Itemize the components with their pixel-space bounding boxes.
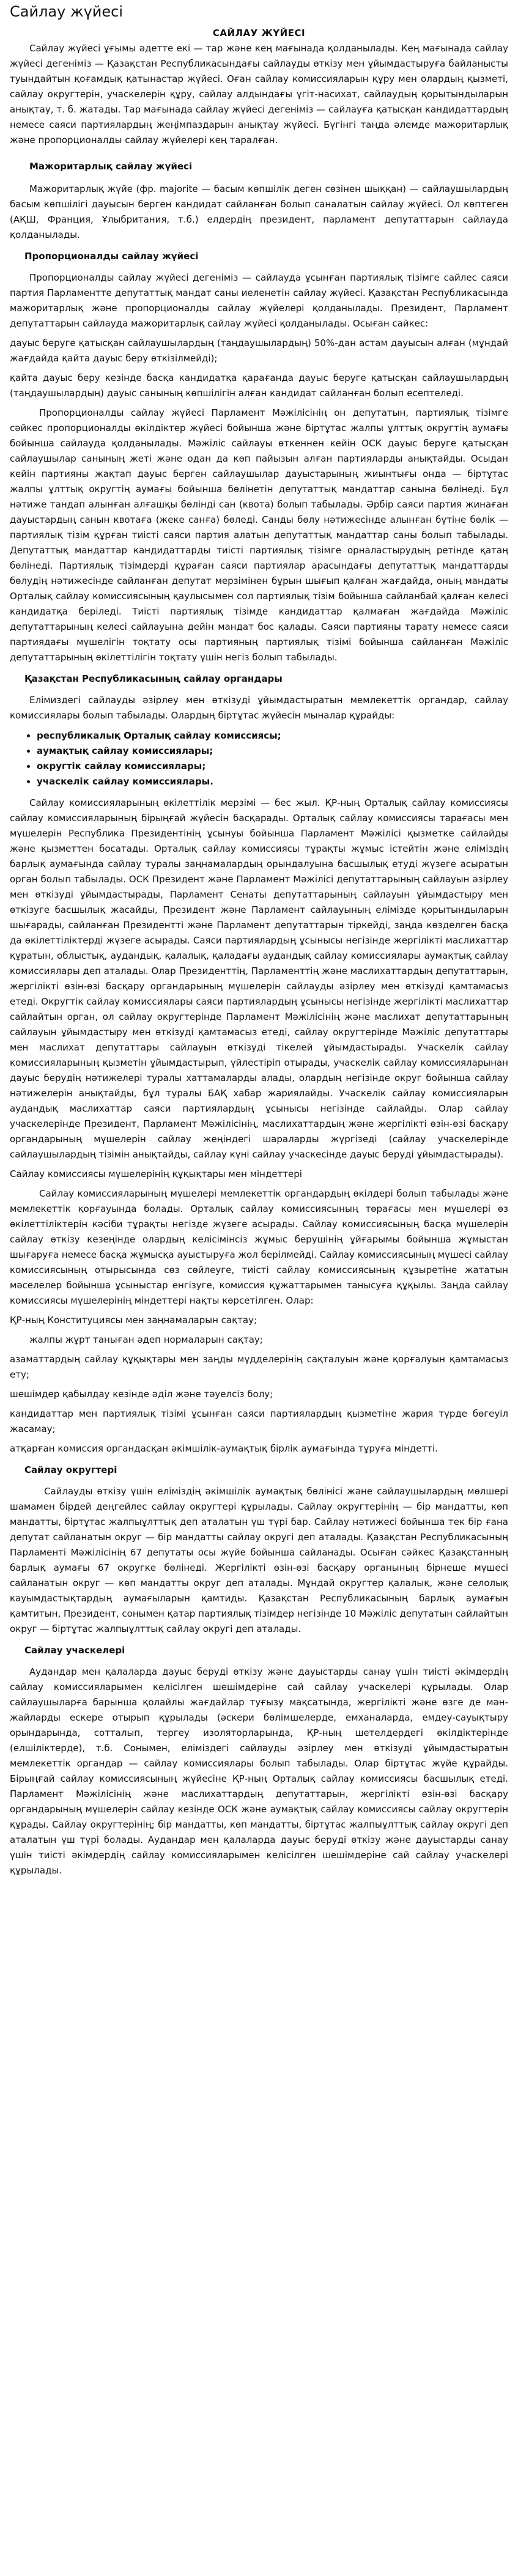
commission-members-paragraph: Сайлау комиссияларының мүшелері мемлекеттік органдардың өкілдері болып табылады және мемлекеттік қорғауында болады. Орталық сайлау комиссиясының төрағасы мен мүшелері өз өкілеттіліктерін кәсіби тұрақты негізде жүзеге асырады. Сайлау комиссиясының басқа мүшелерін сайлау өткізу кезеңінде олардың келісімінсіз жұмыс берушінің ұйғарымы бойынша жұмыстан шығаруға немесе басқа жұмысқа ауыстыруға жол берілмейді. Сайлау комиссиясының мүшесі сайлау комиссиясының отырысында сөз сөйлеуге, тиісті сайлау комиссиясының құзыретіне жататын мәселелер бойынша ұсыныстар енгізуге, комиссия құжаттарымен танысуға құқылы. Заңда сайлау комиссиясы мүшелерінің міндеттері нақты көрсетілген. Олар:: [10, 1188, 508, 1306]
intro-paragraph: Сайлау жүйесі ұғымы әдетте екі — тар және кең мағынада қолданылады. Кең мағынада сайлау жүйесі дегеніміз — Қазақстан Республикасындағы сайлауды өткізу мен ұйымдастыруға байланысты туындайтын қоғамдық қатынастар жүйесі. Оған сайлау комиссияларын құру мен олардың қызметі, сайлау округтерін, учаскелерін құру, сайлау алдындағы үгіт-насихат, сайлаудың қорытындыларын анықтау, т. б. жатады. Тар мағынада сайлау жүйесі дегеніміз — сайлауға қатысқан кандидаттардың немесе саяси партиялардың жеңімпаздарын анықтау жүйесі. Бүгінгі таңда әлемде мажоритарлық және пропорционалды сайлау жүйелері кең таралған.: [10, 43, 508, 146]
list-item: • аумақтық сайлау комиссиялары;: [37, 744, 508, 759]
commission-list: [10, 728, 508, 789]
proportional-line-2: қайта дауыс беру кезінде басқа кандидатқа қарағанда дауыс беруге қатысқан сайлаушылардың (таңдаушылардың) дауыс санының көпшілігін алған кандидат сайланған болып есептеледі.: [10, 372, 508, 399]
duty-line: атқарған комиссия органдасқан әкімшілік-аумақтық бірлік аумағында тұруға міндетті.: [10, 1443, 438, 1454]
organizers-heading: Қазақстан Республикасының сайлау органдары: [24, 673, 283, 684]
precincts-paragraph: Аудандар мен қалаларда дауыс беруді өткізу және дауыстарды санау үшін тиісті әкімдердің сайлау комиссияларымен келісілген шешімдеріне сай сайлау учаскелері құрылады. Олар сайлаушыларға барынша қолайлы жағдайлар туғызу мақсатында, жергілікті және өзге де мән-жайларды ескере отырып құрылады (әскери бөлімшелерде, емханаларда, емдеу-сауықтыру орындарында, сотталып, тергеу изоляторларында, ҚР-ның шетелдердегі өкілдіктерінде (елшіліктерде), т.б. Сонымен, елімiздегі сайлауды әзірлеу мен өткізуді ұйымдастыратын мемлекеттік органдар — сайлау комиссиялары болып табылады. Олар біртұтас жүйе құрайды. Бірыңғай сайлау комиссиясының жүйесіне ҚР-ның Орталық сайлау комиссиясы басшылық етеді. Парламент Мәжілісінің және маслихаттардың депутаттарын, жергілікті өзін-өзі басқару органдарының мүшелерін сайлау кезінде ОСК және аумақтық сайлау комиссиясы сайлау округтерін құрады. Сайлау округтерінің; бір мандатты, көп мандатты, біртұтас жалпыұлттық сайлау округі деп аталатын үш түрі болады. Аудандар мен қалаларда дауыс беруді өткізу және дауыстарды санау үшін тиісті әкімдердің сайлау комиссияларымен келісілген шешімдеріне сай сайлау учаскелері құрылады.: [10, 1666, 508, 1876]
main-heading: САЙЛАУ ЖҮЙЕСІ: [212, 28, 306, 39]
organizers-paragraph-2: Сайлау комиссияларының өкілеттілік мерзімі — бес жыл. ҚР-ның Орталық сайлау комиссиясы сайлау комиссияларының бірыңғай жүйесін басқарады. Орталық сайлау комиссиясы тарағасы мен мүшелерін Республика Президентінің ұсынуы бойынша Парламент Мәжілісі қызметке сайлайды және қызметтен босатады. Орталық сайлау комиссиясы тұрақты жұмыс істейтін және елімiздің барлық аумағында сайлау туралы заңнамалардың орындалуына басшылық етуді жүзеге асыратын орган болып табылады. ОСК Президент және Парламент Мәжілісі депутаттарының сайлауын әзірлеу мен өткізуді ұйымдастырады, Парламент Сенаты депутаттарының сайлауын ұйымдастыру мен өткізуге басшылық жасайды, Президент және Парламент сайлауының елімізде қорытындыларын шығарады, сайланған Президентті және Парламент депутаттарын тіркейді, заңда көзделген басқа да өкілеттіліктерді жүзеге асырады. Саяси партиялардың ұсынысы негізінде жергілікті маслихаттар құратын, облыстық, аудандық, қалалық, қаладағы аудандық сайлау комиссиялары аумақтық сайлау комиссиялары деп аталады. Олар Президенттің, Парламенттің және маслихаттардың депутаттарын, жергілікті өзін-өзі басқару органдарының мүшелерін сайлауды әзірлеу мен өткізуді қамтамасыз етеді. Округтік сайлау комиссиялары саяси партиялардың ұсынысы негізінде жергілікті маслихаттар сайлайтын орган, ол сайлау округтерінде Парламент Мәжілісінің және маслихат депутаттарының сайлауын ұйымдастыру мен өткізуді қамтамасыз етеді, сайлау округтерінде Мәжіліс депутаттары мен маслихат депутаттары сайлауын өткізуді тікелей ұйымдастырады. Учаскелік сайлау комиссияларының қызметін ұйымдастырып, үйлестіріп отырады, учаскелік сайлау комиссияларынан дауыс берудің нәтижелері туралы хаттамаларды алады, олардың негізінде округ бойынша сайлау нәтижелерін анықтайды, бұл туралы БАҚ хабар жариялайды. Учаскелік сайлау комиссияларын аудандық маслихаттар саяси партиялардың ұсынысы негізінде сайлайды. Олар сайлау учаскелерінде Президент, Парламент Мәжілісінің, маслихаттардың және жергілікті өзін-өзі басқару органдарының мүшелерін сайлау жеңіндегі шараларды жүргізеді (сайлау учаскелерінде сайлаушылардың тізімін анықтайды, сайлау күні сайлау учаскесінде дауыс беруді ұйымдастырады).: [10, 797, 508, 1160]
duty-line: шешімдер қабылдау кезінде әділ және тәуелсіз болу;: [10, 1389, 273, 1400]
organizers-paragraph: Елімиздегі сайлауды әзірлеу мен өткізуді ұйымдастыратын мемлекеттік органдар, сайлау комиссиялары болып табылады. Олардың біртұтас жүйесін мыналар құрайды:: [10, 695, 508, 721]
commission-members-heading: Сайлау комиссиясы мүшелерінің құқықтары мен міндеттері: [10, 1168, 302, 1179]
districts-paragraph: Сайлауды өткізу үшін елімiздің әкімшілік аумақтық бөлінісі және сайлаушылардың мөлшері шамамен бірдей деңгейлес сайлау округтері құрылады. Сайлау округтерінің — бір мандатты, көп мандатты, біртұтас жалпыұлттық деп аталатын үш түрі бар. Сайлау нәтижесі бойынша тек бір ғана депутат сайланатын округ — бір мандатты сайлау округі деп аталады. Қазақстан Республикасының Парламенті Мәжілісінің 67 депутаты осы жүйе бойынша сайланады. Осыған сәйкес Қазақстанның барлық аумағы 67 округке бөлінеді. Жергілікті өзін-өзі басқару органының бірнеше мүшесі сайланатын округ — көп мандатты округ деп аталады. Мұндай округтер қалалық, және селолық кауымдастықтардың аумағыларын қамтиды. Қазақстан Республикасының барлық аумағын қамтитын, Президент, сонымен қатар партиялық тізімдер негізінде 10 Мәжіліс депутатын сайлайтын округ — біртұтас жалпыұлттық сайлау округі деп аталады.: [10, 1486, 508, 1634]
document-title: Сайлау жүйесі: [10, 3, 123, 20]
duty-line: азаматтардың сайлау құқықтары мен заңды мүдделерінің сақталуын және қорғалуын қамтамасыз ету;: [10, 1354, 508, 1380]
duty-line: жалпы жұрт таныған әдеп нормаларын сақтау;: [29, 1334, 263, 1345]
list-item: • республикалық Орталық сайлау комиссиясы;: [37, 728, 508, 744]
majoritarian-heading: Мажоритарлық сайлау жүйесі: [29, 161, 193, 172]
duty-line: кандидаттар мен партиялық тізімі ұсынған саяси партиялардың қызметіне жария түрде бөгеуіл жасамау;: [10, 1408, 508, 1434]
districts-heading: Сайлау округтері: [24, 1464, 117, 1475]
precincts-heading: Сайлау учаскелері: [24, 1645, 125, 1656]
duty-line: ҚР-ның Конституциясы мен заңнамаларын сақтау;: [10, 1315, 257, 1326]
proportional-line-1: дауыс беруге қатысқан сайлаушылардың (таңдаушылардың) 50%-дан астам дауысын алған (мұндай жағдайда қайта дауыс беру өткізілмейді);: [10, 338, 508, 364]
proportional-paragraph-2: Пропорционалды сайлау жүйесі Парламент Мәжілісінің он депутатын, партиялық тізімге сәйкес пропорционалды өкілдіктер жүйесі бойынша және біртұтас жалпы ұлттық округтің аумағы бойынша сайлауда қолданылады. Мәжіліс сайлауы өткеннен кейін ОСК дауыс беруге қатысқан сайлаушылар санының жеті және одан да көп пайызын алған партияларды анықтайды. Осыдан кейін партияны жақтап дауыс берген сайлаушылар дауыстарының жиынтығы онда — біртұтас жалпы ұлттық округтің аумағы бойынша бөлінетін депутаттық мандаттар санына бөлінеді. Бұл нәтиже тандап алынған алғашқы бөлінді сан (квота) болып табылады. Әрбір саяси партия жинаған дауыстардың санын квотаға (жеке санға) бөледі. Санды бөлу нәтижесінде алынған бүтіне бөлік — партиялық тізім құрған тиісті саяси партия алатын депутаттық мандаттар саны болып табылады. Депутаттық мандаттар кандидаттарды тиісті партиялық тізімге орналастырудың ретінде қатаң бөлінеді. Партиялық тізімдерді құраған саяси партиялар арасындағы депутаттық мандаттарды бөлудің нәтижесінде сайланған депутат мерзімінен бұрын шығып қалған жағдайда, оның мандаты Орталық сайлау комиссиясының қаулысымен сол партиялық тізім бойынша сайланбай қалған келесі кандидатқа беріледі. Тиісті партиялық тізімде кандидаттар қалмаған жағдайда Мәжіліс депутаттарының келесі сайлауына дейін мандат бос қалады. Саяси партияны тарату немесе саяси партиядағы мүшелігін тоқтату осы партияның партиялық тізімі бойынша сайланған Мәжіліс депутаттарының өкілеттілігін тоқтату үшін негіз болып табылады.: [10, 407, 508, 663]
proportional-paragraph-1: Пропорционалды сайлау жүйесі дегеніміз — сайлауда ұсынған партиялық тізімге сайлес саяси партия Парламентте депутаттық мандат саны иеленетін сайлау жүйесі. Қазақстан Республикасында мажоритарлық және пропорционалды сайлау жүйелері қолданылады. Президент, Парламент депутаттарын сайлауда мажоритарлық сайлау жүйесі қолданылады. Осыған сайкес:: [10, 272, 508, 329]
majoritarian-paragraph: Мажоритарлық жүйе (фр. majorite — басым көпшілік деген сөзінен шыққан) — сайлаушылардың басым көпшілігі дауысын берген кандидат сайланған болып саналатын сайлау жүйесі. Ол көптеген (АҚШ, Франция, Ұлыбритания, т.б.) елдердің президент, парламент депутаттарын сайлауда қолданылады.: [10, 183, 508, 240]
list-item: • учаскелік сайлау комиссиялары.: [37, 774, 508, 789]
document-page: [0, 2, 518, 1878]
proportional-heading: Пропорционалды сайлау жүйесі: [24, 251, 199, 262]
list-item: • округтік сайлау комиссиялары;: [37, 759, 508, 774]
